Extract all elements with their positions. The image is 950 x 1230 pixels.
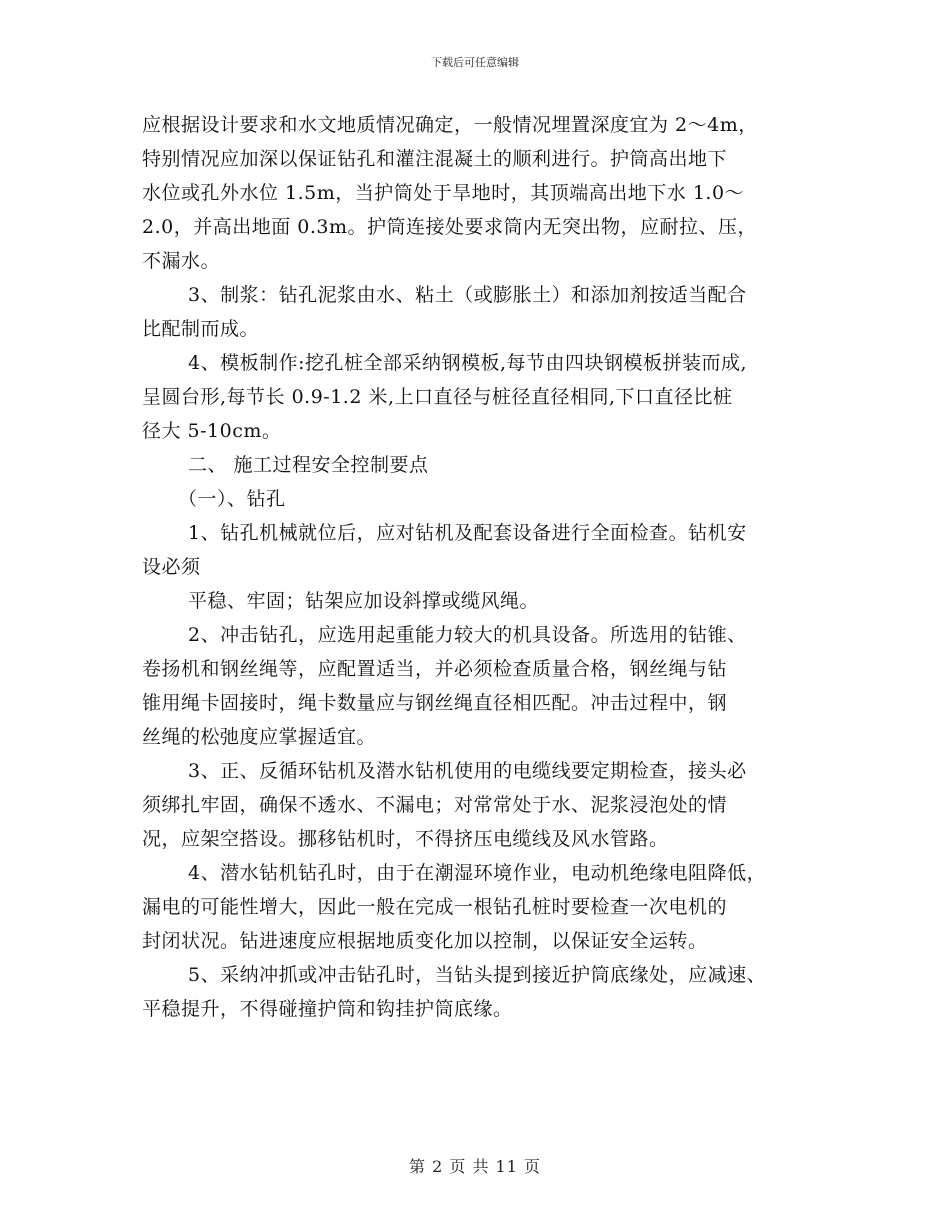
paragraph-line: 应根据设计要求和水文地质情况确定，一般情况埋置深度宜为 2～4m， [142,114,758,136]
document-body [142,108,822,1026]
paragraph-line: 漏电的可能性增大，因此一般在完成一根钻孔桩时要检查一次电机的 [142,896,728,918]
subsection-heading: （一）、钻孔 [178,488,286,510]
paragraph-line: 封闭状况。钻进速度应根据地质变化加以控制，以保证安全运转。 [142,930,708,952]
paragraph-line: 平稳提升，不得碰撞护筒和钩挂护筒底缘。 [142,998,513,1020]
paragraph-line: 锥用绳卡固接时，绳卡数量应与钢丝绳直径相匹配。冲击过程中，钢 [142,692,728,714]
paragraph-line: 5、采纳冲抓或冲击钻孔时，当钻头提到接近护筒底缘处，应减速、 [188,964,767,986]
paragraph-line: 2.0，并高出地面 0.3m。护筒连接处要求筒内无突出物，应耐拉、压， [142,216,757,238]
paragraph-line: 卷扬机和钢丝绳等，应配置适当，并必须检查质量合格，钢丝绳与钻 [142,658,728,680]
paragraph-line: 特别情况应加深以保证钻孔和灌注混凝土的顺利进行。护筒高出地下 [142,148,728,170]
paragraph-line: 呈圆台形,每节长 0.9-1.2 米,上口直径与桩径直径相同,下口直径比桩 [142,386,733,408]
paragraph-line: 径大 5-10cm。 [142,420,282,442]
paragraph-line: 4、潜水钻机钻孔时，由于在潮湿环境作业，电动机绝缘电阻降低， [188,862,767,884]
paragraph-line: 4、模板制作:挖孔桩全部采纳钢模板,每节由四块钢模板拼装而成, [188,352,748,374]
paragraph-line: 3、正、反循环钻机及潜水钻机使用的电缆线要定期检查，接头必 [188,760,747,782]
paragraph-line: 1、钻孔机械就位后，应对钻机及配套设备进行全面检查。钻机安 [188,522,747,544]
paragraph-line: 不漏水。 [142,250,221,272]
paragraph-line: 3、制浆：钻孔泥浆由水、粘土（或膨胀土）和添加剂按适当配合 [188,284,747,306]
paragraph-line: 须绑扎牢固，确保不透水、不漏电；对常常处于水、泥浆浸泡处的情 [142,794,728,816]
page-header-note: 下载后可任意编辑 [431,56,519,69]
page-number: 第 2 页 共 11 页 [409,1157,541,1176]
paragraph-line: 2、冲击钻孔，应选用起重能力较大的机具设备。所选用的钻锥、 [188,624,747,646]
paragraph-line: 况，应架空搭设。挪移钻机时，不得挤压电缆线及风水管路。 [142,828,669,850]
paragraph-line: 平稳、牢固；钻架应加设斜撑或缆风绳。 [188,590,540,612]
paragraph-line: 水位或孔外水位 1.5m，当护筒处于旱地时，其顶端高出地下水 1.0～ [142,182,745,204]
section-heading: 二、 施工过程安全控制要点 [188,454,429,476]
paragraph-line: 丝绳的松弛度应掌握适宜。 [142,726,377,748]
paragraph-line: 比配制而成。 [142,318,260,340]
paragraph-line: 设必须 [142,556,201,578]
